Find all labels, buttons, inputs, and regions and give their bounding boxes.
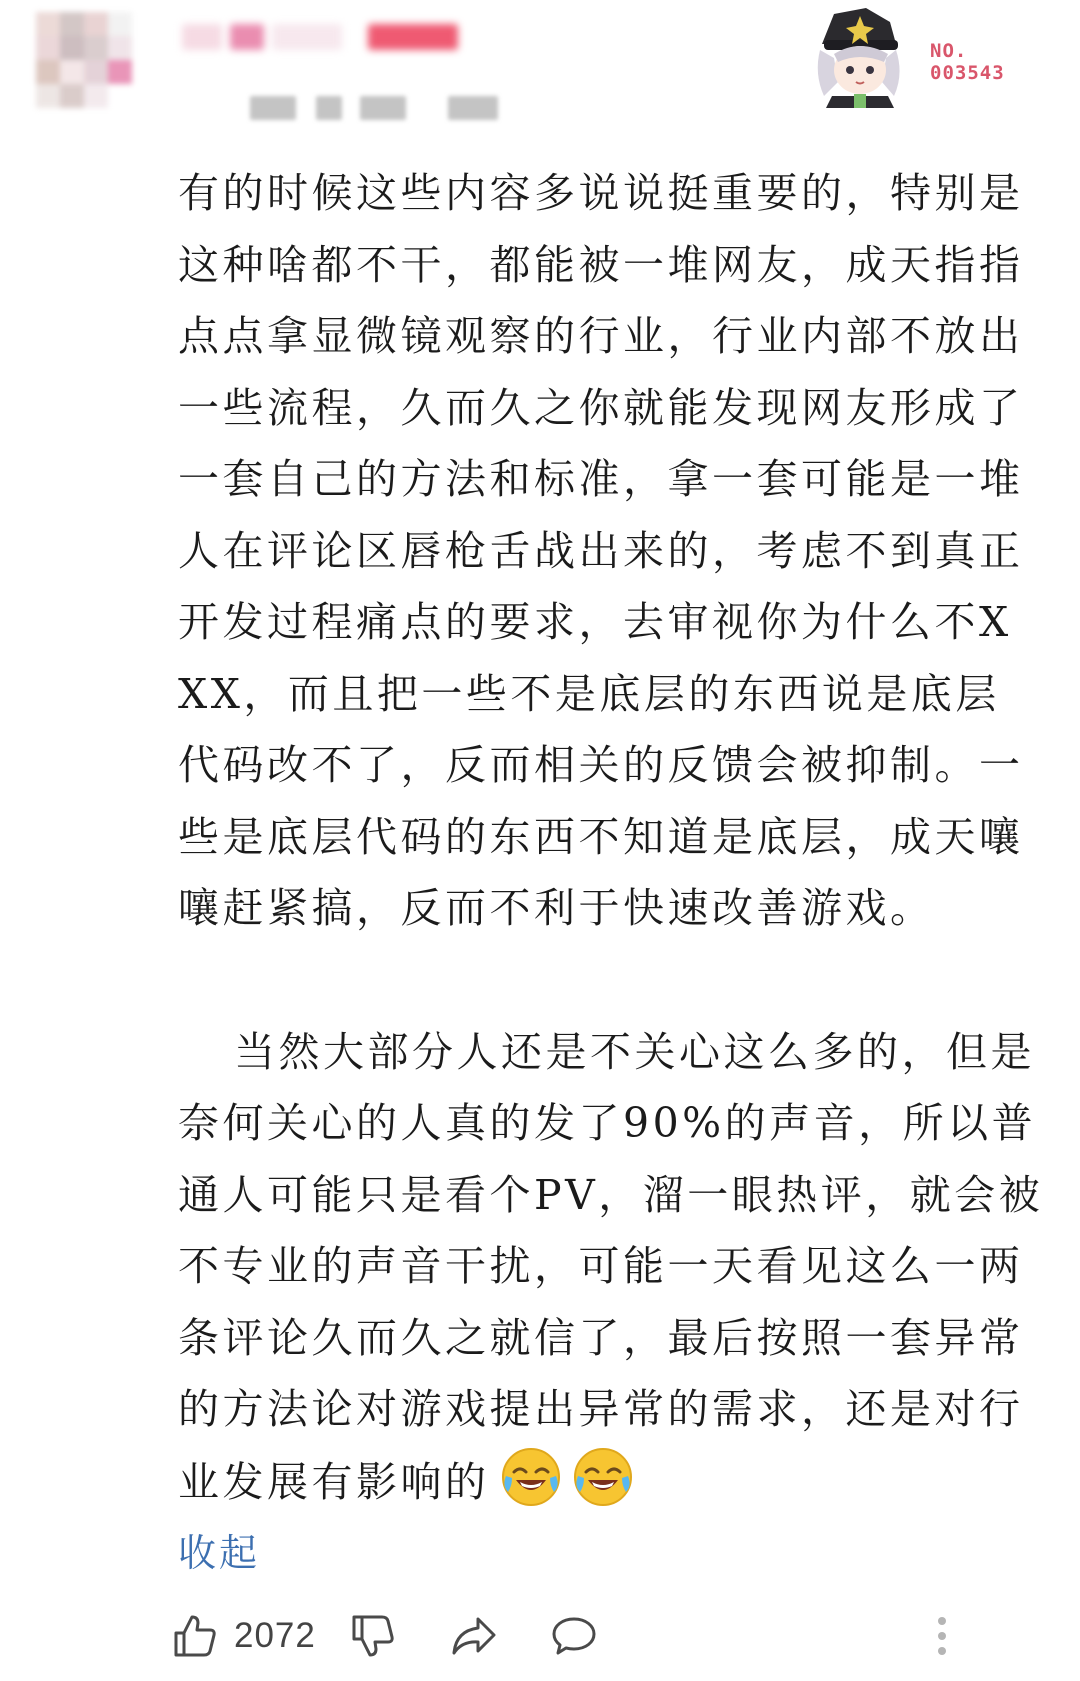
share-icon: [450, 1613, 498, 1659]
user-avatar[interactable]: [36, 12, 132, 108]
badge-number: NO. 003543: [930, 40, 1005, 84]
comment-paragraph-1: 有的时候这些内容多说说挺重要的，特别是这种啥都不干，都能被一堆网友，成天指指点点拿显微镜观察的行业，行业内部不放出一些流程，久而久之你就能发现网友形成了一套自己的方法和标准，拿一套可能是一堆人在评论区唇枪舌战出来的，考虑不到真正开发过程痛点的要求，去审视你为什么不XXX，而且把一些不是底层的东西说是底层代码改不了，反而相关的反馈会被抑制。一些是底层代码的东西不知道是底层，成天嚷嚷赶紧搞，反而不利于快速改善游戏。: [178, 169, 1024, 932]
action-bar: [172, 1608, 1052, 1664]
comment-paragraph-2: [178, 1017, 1056, 1519]
thumbs-down-icon: [350, 1613, 396, 1659]
share-button[interactable]: [450, 1608, 498, 1664]
collapse-button[interactable]: 收起: [178, 1531, 261, 1575]
username-blurred[interactable]: [182, 24, 502, 52]
thumbs-up-icon: [172, 1613, 218, 1659]
more-vertical-icon: [936, 1613, 948, 1659]
comment-icon: [550, 1613, 598, 1659]
comment-body: [178, 158, 1048, 1518]
comment-button[interactable]: [550, 1608, 598, 1664]
member-badge: [804, 4, 1034, 108]
dislike-button[interactable]: [350, 1608, 396, 1664]
like-count: 2072: [234, 1616, 316, 1655]
character-avatar-icon: [804, 4, 914, 108]
like-button[interactable]: [172, 1608, 316, 1664]
laughing-crying-emoji-icon: [500, 1446, 562, 1508]
laughing-crying-emoji-icon: [572, 1446, 634, 1508]
user-meta-blurred: [250, 96, 520, 124]
comment-paragraph-2-text: 当然大部分人还是不关心这么多的，但是奈何关心的人真的发了90%的声音，所以普通人可能只是看个PV，溜一眼热评，就会被不专业的声音干扰，可能一天看见这么一两条评论久而久之就信了，最后按照一套异常的方法论对游戏提出异常的需求，还是对行业发展有影响的: [178, 1027, 1044, 1506]
more-options-button[interactable]: [936, 1608, 948, 1664]
